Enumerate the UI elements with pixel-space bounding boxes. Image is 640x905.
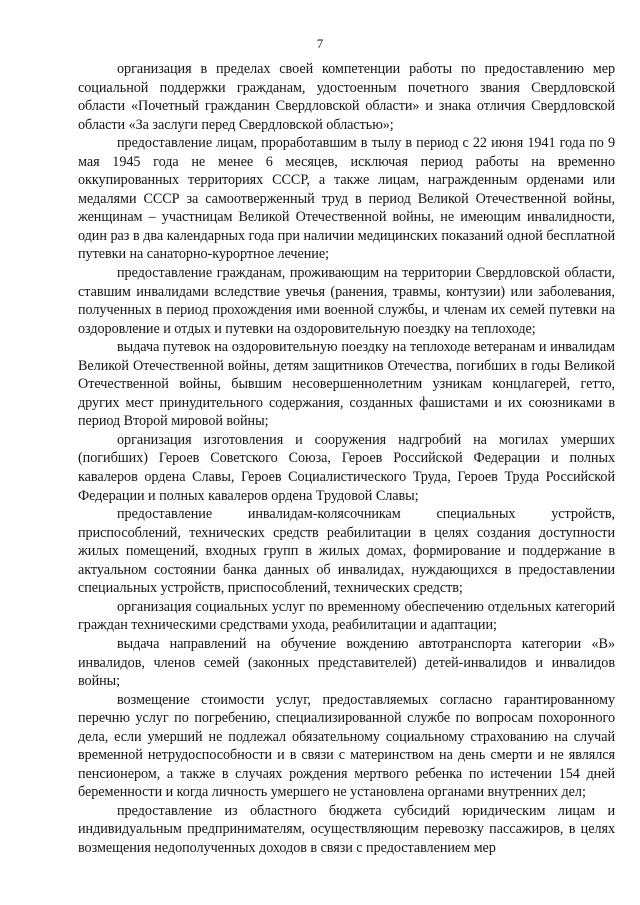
- paragraph-wheelchair-users-devices: предоставление инвалидам-колясочникам специальных устройств, приспособлений, технических средств реабилитации в целях создания доступности жилых помещений, входных групп в жилых домах, формирование и поддержание в актуальном состоянии банка данных об инвалидах, нуждающихся в предоставлении специальных устройств, приспособлений, технических средств;: [78, 506, 615, 597]
- paragraph-heroes-tombstones: организация изготовления и сооружения надгробий на могилах умерших (погибших) Героев Советского Союза, Героев Российской Федерации и полных кавалеров ордена Славы, Героев Социалистического Труда, Героев Труда Российской Федерации и полных кавалеров ордена Трудовой Славы;: [78, 431, 615, 504]
- document-body: [78, 60, 615, 858]
- paragraph-home-front-workers-vouchers: предоставление лицам, проработавшим в тылу в период с 22 июня 1941 года по 9 мая 1945 года не менее 6 месяцев, исключая период работы на временно оккупированных территориях СССР, а также лицам, награжденным орденами или медалями СССР за самоотверженный труд в период Великой Отечественной войны, женщинам – участницам Великой Отечественной войны, не имеющим инвалидности, один раз в два календарных года при наличии медицинских показаний одной бесплатной путевки на санаторно-курортное лечение;: [78, 135, 615, 263]
- paragraph-honorary-citizen-support: организация в пределах своей компетенции работы по предоставлению мер социальной поддержки гражданам, удостоенным почетного звания Свердловской области «Почетный гражданин Свердловской области» и знака отличия Свердловской области «За заслуги перед Свердловской областью»;: [78, 61, 615, 133]
- paragraph-funeral-services-reimbursement: возмещение стоимости услуг, предоставляемых согласно гарантированному перечню услуг по погребению, специализированной службе по вопросам похоронного дела, если умерший не подлежал обязательному социальному страхованию на случай временной нетрудоспособности и в связи с материнством на день смерти и не являлся пенсионером, а также в случаях рождения мертвого ребенка по истечении 154 дней беременности и когда личность умершего не установлена органами внутренних дел;: [78, 691, 615, 801]
- paragraph-transport-subsidies: предоставление из областного бюджета субсидий юридическим лицам и индивидуальным предпринимателям, осуществляющим перевозку пассажиров, в целях возмещения недополученных доходов в связи с предоставлением мер: [78, 802, 615, 856]
- page-number: 7: [316, 36, 324, 51]
- paragraph-technical-aids-services: организация социальных услуг по временному обеспечению отдельных категорий граждан техническими средствами ухода, реабилитации и адаптации;: [78, 598, 615, 634]
- paragraph-ship-trip-vouchers: выдача путевок на оздоровительную поездку на теплоходе ветеранам и инвалидам Великой Отечественной войны, детям защитников Отечества, погибших в годы Великой Отечественной войны, бывшим несовершеннолетним узникам концлагерей, гетто, других мест принудительного содержания, созданных фашистами и их союзниками в период Второй мировой войны;: [78, 339, 615, 430]
- paragraph-military-disabled-vouchers: предоставление гражданам, проживающим на территории Свердловской области, ставшим инвалидами вследствие увечья (ранения, травмы, контузии) или заболевания, полученных в период прохождения ими военной службы, и членам их семей путевки на оздоровление и отдых и путевки на оздоровительную поездку на теплоходе;: [78, 265, 615, 337]
- paragraph-driving-training-referrals: выдача направлений на обучение вождению автотранспорта категории «В» инвалидов, членов семей (законных представителей) детей-инвалидов и инвалидов войны;: [78, 635, 615, 690]
